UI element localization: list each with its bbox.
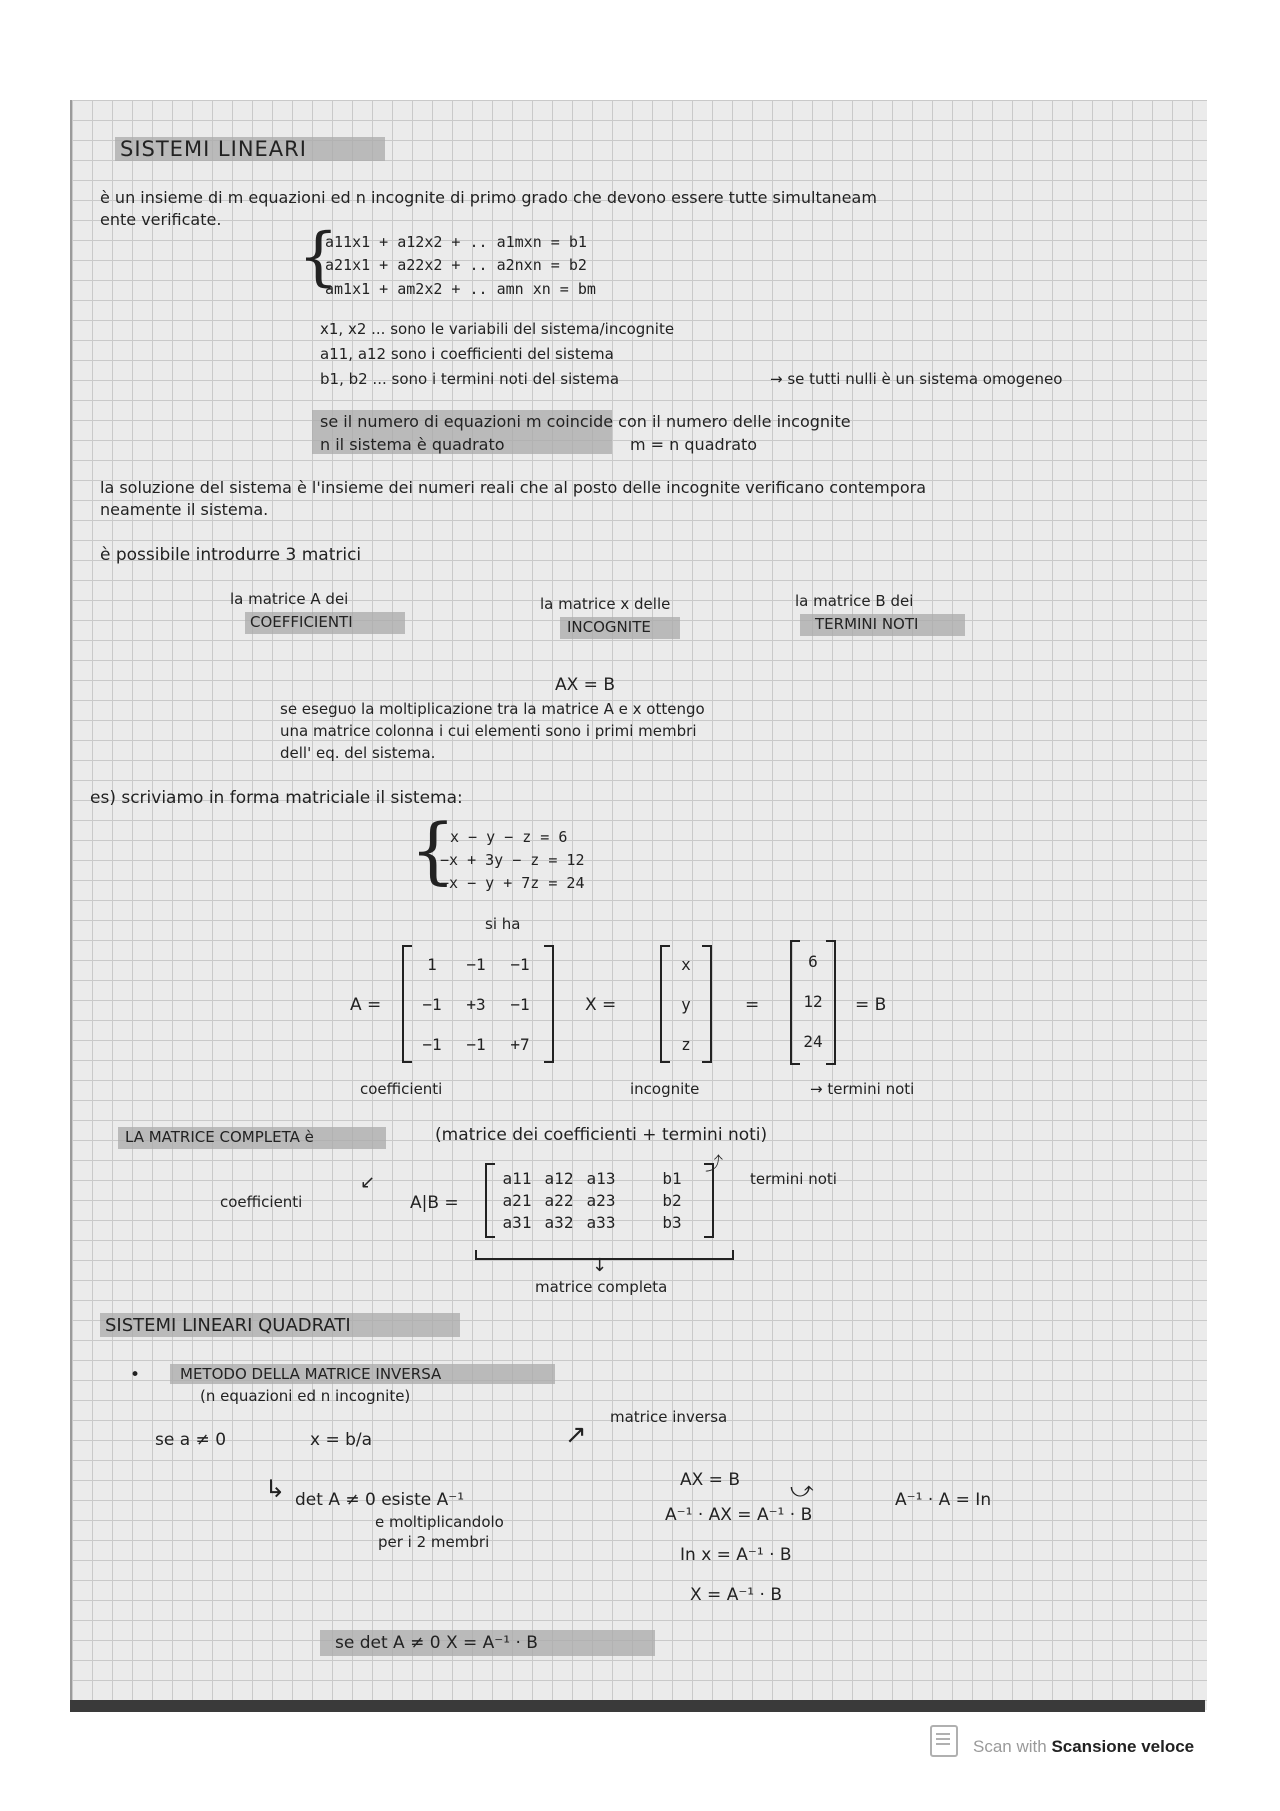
- final-formula: se det A ≠ 0 X = A⁻¹ · B: [335, 1633, 538, 1653]
- det-arrow-icon: ↳: [265, 1475, 286, 1503]
- ab-label: A|B =: [410, 1193, 459, 1213]
- axb-line-3: dell' eq. del sistema.: [280, 744, 436, 762]
- c-2-2: a22: [544, 1191, 574, 1210]
- a-equals: A =: [350, 995, 382, 1015]
- c-1-1: a11: [502, 1169, 532, 1188]
- a-2-2: +3: [466, 995, 486, 1014]
- notebook-page: [70, 100, 1207, 1710]
- incognite-caption: incognite: [630, 1080, 700, 1098]
- square-note-mn: m = n quadrato: [630, 435, 758, 454]
- a-2-3: −1: [510, 995, 530, 1014]
- c-1-4: b1: [662, 1169, 682, 1188]
- b-2: 12: [803, 992, 823, 1011]
- c-1-3: a13: [586, 1169, 616, 1188]
- matrix-b-name: TERMINI NOTI: [815, 615, 919, 633]
- intro-line-2: ente verificate.: [100, 210, 222, 229]
- c-2-3: a23: [586, 1191, 616, 1210]
- footer-app-name: Scansione veloce: [1051, 1737, 1195, 1756]
- example-eq-3: −x − y + 7z = 24: [440, 874, 585, 892]
- homogeneous-note: → se tutti nulli è un sistema omogeneo: [770, 370, 1063, 388]
- identity-arrow-icon: ⤻: [790, 1478, 814, 1503]
- coefficienti-caption: coefficienti: [360, 1080, 443, 1098]
- c-1-2: a12: [544, 1169, 574, 1188]
- x-b-su-a: x = b/a: [310, 1430, 373, 1450]
- x-2: y: [681, 995, 691, 1014]
- definition-coefficients: a11, a12 sono i coefficienti del sistema: [320, 345, 614, 363]
- si-ha: si ha: [485, 915, 521, 933]
- inverse-arrow-icon: ↗: [565, 1420, 587, 1450]
- system-brace: {: [298, 220, 339, 294]
- complete-description: (matrice dei coefficienti + termini noti): [435, 1125, 768, 1145]
- complete-coefficienti: coefficienti: [220, 1193, 303, 1211]
- coeff-arrow-icon: ↙: [360, 1172, 376, 1193]
- axb-line-2: una matrice colonna i cui elementi sono i primi membri: [280, 722, 697, 740]
- a-3-1: −1: [422, 1035, 442, 1054]
- step-3: In x = A⁻¹ · B: [680, 1545, 792, 1565]
- b-1: 6: [808, 952, 818, 971]
- method-subtitle: (n equazioni ed n incognite): [200, 1387, 411, 1405]
- step-2: A⁻¹ · AX = A⁻¹ · B: [665, 1505, 813, 1525]
- footer-prefix: Scan with: [973, 1737, 1047, 1756]
- matrix-b: [790, 940, 836, 1065]
- complete-termini-noti: termini noti: [750, 1170, 837, 1188]
- general-eq-1: a11x1 + a12x2 + .. a1mxn = b1: [325, 233, 587, 251]
- per-i-membri: per i 2 membri: [378, 1533, 490, 1551]
- a-1-3: −1: [510, 955, 530, 974]
- matrix-a: [402, 945, 554, 1063]
- se-a-diverso: se a ≠ 0: [155, 1430, 227, 1450]
- matrix-a-name: COEFFICIENTI: [250, 613, 353, 631]
- a-2-1: −1: [422, 995, 442, 1014]
- matrices-intro: è possibile introdurre 3 matrici: [100, 545, 362, 565]
- solution-line-1: la soluzione del sistema è l'insieme dei numeri reali che al posto delle incognite verificano contempora: [100, 478, 927, 497]
- c-2-1: a21: [502, 1191, 532, 1210]
- identity: A⁻¹ · A = In: [895, 1490, 992, 1510]
- b-equals: = B: [855, 995, 887, 1015]
- down-arrow-icon: ↓: [592, 1255, 608, 1276]
- c-3-3: a33: [586, 1213, 616, 1232]
- bullet: •: [130, 1365, 141, 1385]
- b-3: 24: [803, 1032, 823, 1051]
- example-intro: es) scriviamo in forma matriciale il sistema:: [90, 788, 463, 808]
- square-note-line-1: se il numero di equazioni m coincide con il numero delle incognite: [320, 412, 851, 431]
- page-title: SISTEMI LINEARI: [120, 137, 307, 161]
- definition-known-terms: b1, b2 ... sono i termini noti del sistema: [320, 370, 620, 388]
- moltiplicandolo: e moltiplicandolo: [375, 1513, 504, 1531]
- det-esiste: det A ≠ 0 esiste A⁻¹: [295, 1490, 465, 1510]
- scan-footer: [973, 1737, 1194, 1757]
- x-equals: X =: [585, 995, 617, 1015]
- a-1-1: 1: [427, 955, 437, 974]
- example-brace: {: [410, 808, 456, 892]
- intro-line-1: è un insieme di m equazioni ed n incognite di primo grado che devono essere tutte simultaneam: [100, 188, 877, 207]
- example-eq-2: −x + 3y − z = 12: [440, 851, 585, 869]
- matrix-x: [660, 945, 712, 1063]
- a-1-2: −1: [466, 955, 486, 974]
- page-edge: [70, 1700, 1205, 1712]
- square-note-line-2: n il sistema è quadrato: [320, 435, 505, 454]
- matrice-inversa-label: matrice inversa: [610, 1408, 728, 1426]
- axb-line-1: se eseguo la moltiplicazione tra la matrice A e x ottengo: [280, 700, 705, 718]
- square-heading: SISTEMI LINEARI QUADRATI: [105, 1315, 351, 1336]
- a-3-2: −1: [466, 1035, 486, 1054]
- example-eq-1: x − y − z = 6: [450, 828, 568, 846]
- step-1: AX = B: [680, 1470, 740, 1490]
- solution-line-2: neamente il sistema.: [100, 500, 269, 519]
- c-3-1: a31: [502, 1213, 532, 1232]
- general-eq-2: a21x1 + a22x2 + .. a2nxn = b2: [325, 256, 587, 274]
- step-4: X = A⁻¹ · B: [690, 1585, 782, 1605]
- definition-variables: x1, x2 ... sono le variabili del sistema/incognite: [320, 320, 675, 338]
- termini-noti-caption: → termini noti: [810, 1080, 915, 1098]
- termini-arrow-icon: ⤴: [705, 1154, 723, 1175]
- matrice-completa: matrice completa: [535, 1278, 668, 1296]
- matrix-a-label: la matrice A dei: [230, 590, 349, 608]
- complete-matrix: [485, 1163, 714, 1238]
- general-eq-3: am1x1 + am2x2 + .. amn xn = bm: [325, 280, 596, 298]
- equals-sign: =: [745, 995, 760, 1015]
- x-1: x: [681, 955, 691, 974]
- scan-icon: [930, 1725, 958, 1757]
- c-2-4: b2: [662, 1191, 682, 1210]
- complete-heading: LA MATRICE COMPLETA è: [125, 1128, 314, 1146]
- axb-equation: AX = B: [555, 675, 615, 695]
- x-3: z: [681, 1035, 691, 1054]
- matrix-b-label: la matrice B dei: [795, 592, 914, 610]
- a-3-3: +7: [510, 1035, 530, 1054]
- c-3-2: a32: [544, 1213, 574, 1232]
- method-title: METODO DELLA MATRICE INVERSA: [180, 1365, 442, 1383]
- matrix-x-name: INCOGNITE: [567, 618, 651, 636]
- c-3-4: b3: [662, 1213, 682, 1232]
- matrix-x-label: la matrice x delle: [540, 595, 671, 613]
